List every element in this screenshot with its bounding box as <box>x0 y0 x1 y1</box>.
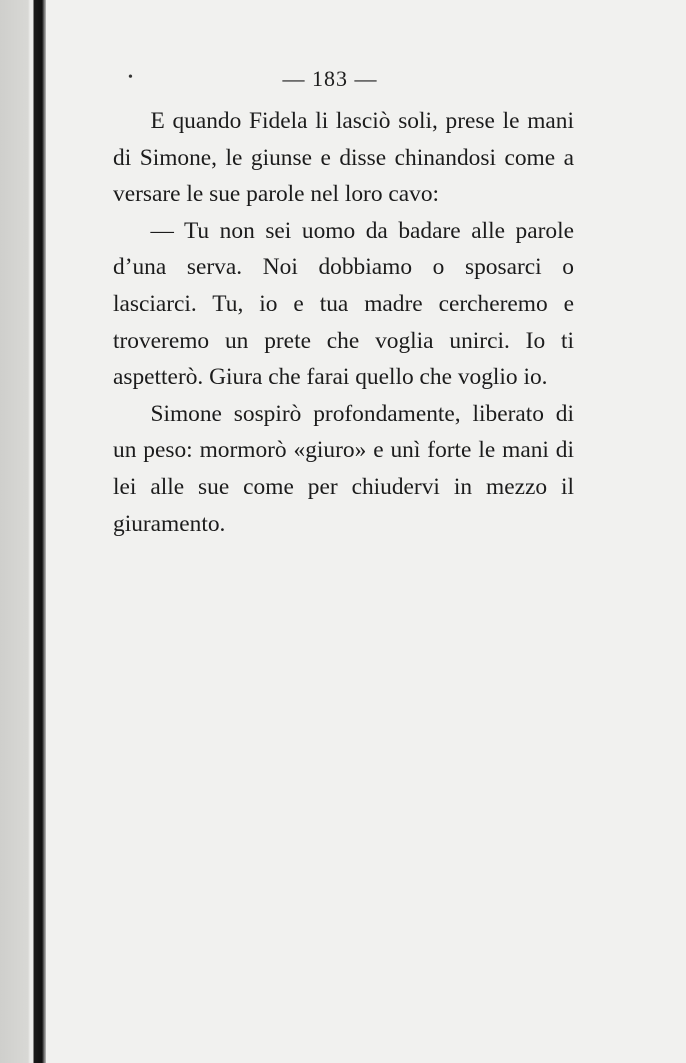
book-spine-shadow <box>0 0 46 1063</box>
paragraph-1: E quando Fidela li lasciò soli, prese le mani di Simone, le giunse e disse chinandosi come a versare le sue parole nel loro cavo: <box>113 108 574 208</box>
paragraph-3: Simone sospirò profondamente, liberato di un peso: mormorò «giuro» e unì forte le mani di lei alle sue come per chiudervi in mezzo il giuramento. <box>113 400 574 537</box>
page-number: — 183 — <box>282 66 378 91</box>
ink-speck: • <box>128 70 133 85</box>
body-text <box>113 103 574 542</box>
paragraph-2: — Tu non sei uomo da badare alle parole d’una serva. Noi dobbiamo o sposarci o lasciarci. Tu, io e tua madre cercheremo e troveremo un prete che voglia unirci. Io ti aspetterò. Giura che farai quello che voglio io. <box>113 217 574 391</box>
